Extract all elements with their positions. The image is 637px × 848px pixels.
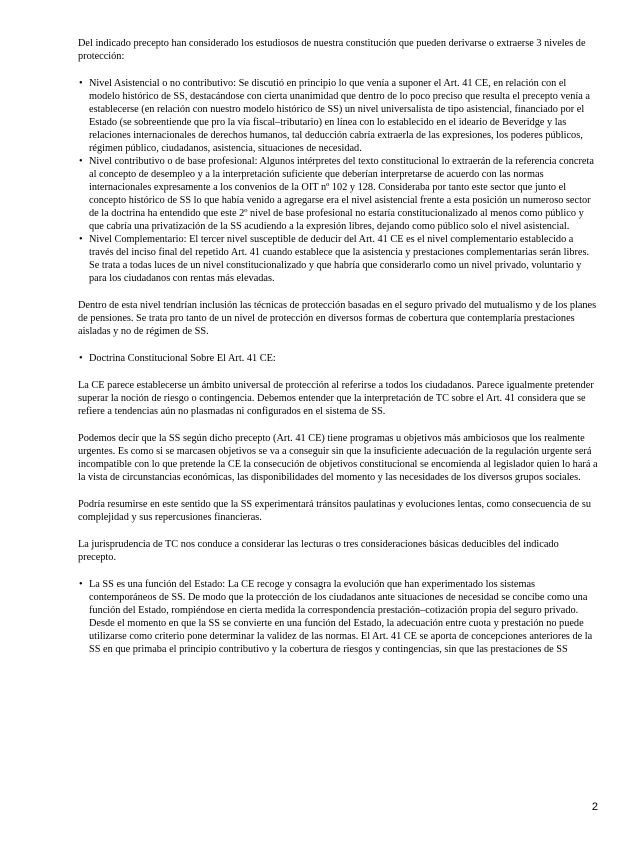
page-number: 2 [591, 801, 598, 813]
intro-paragraph: Del indicado precepto han considerado los estudiosos de nuestra constitución que pueden derivarse o extraerse 3 niveles de protección: [78, 38, 586, 62]
list-item-asistencial: • Nivel Asistencial o no contributivo: Se discutió en principio lo que venía a suponer el Art. 41 CE, en relación con el modelo histórico de SS, destacándose con cierta unanimidad que dentro de lo poco preciso que resulta el precepto venía a establecerse (en relación con nuestro modelo histórico de SS) un nivel universalista de tipo asistencial, financiado por el Estado (se sobreentiende que pro la vía fiscal–tributario) en línea con lo establecido en el ideario de Beveridge y las relaciones internacionales de derechos humanos, tal deducción cabría extraerla de las expresiones, los poderes públicos, régimen público, ciudadanos, asistencia, situaciones de necesidad. [79, 78, 590, 154]
bullet-icon: • [79, 353, 83, 364]
paragraph-ambito: La CE parece establecerse un ámbito universal de protección al referirse a todos los ciudadanos. Parece igualmente pretender superar la noción de riesgo o contingencia. Debemos entender que la interpretación de TC sobre el Art. 41 considera que se refiere a tendencias aún no plasmadas ni configurados en el sistema de SS. [78, 380, 594, 417]
bullet-icon: • [79, 579, 83, 590]
doctrina-heading: • Doctrina Constitucional Sobre El Art. 41 CE: [79, 353, 276, 364]
paragraph-resumirse: Podría resumirse en este sentido que la SS experimentará tránsitos paulatinas y evoluciones lentas, como consecuencia de su complejidad y sus repercusiones financieras. [78, 499, 591, 523]
bullet-icon: • [79, 156, 83, 167]
doctrina-list [78, 352, 598, 365]
list-item-contributivo: • Nivel contributivo o de base profesional: Algunos intérpretes del texto constitucional lo extraerán de la referencia concreta al concepto de desempleo y a la interpretación suficiente que deberían interpretarse de acuerdo con las normas internacionales expresamente a los convenios de la OIT nº 102 y 128. Consideraba por tanto este sector que junto el concepto histórico de SS lo que había venido a agregarse era el nivel asistencial frente a esta posición un numeroso sector de la doctrina ha entendido que este 2º nivel de base profesional no estaría constitucionalizado al menos como público y que cabría una privatización de la SS acudiendo a la expresión libres, dejando como público solo el nivel asistencial. [79, 156, 594, 232]
consideraciones-list [78, 578, 598, 656]
protection-levels-list [78, 77, 598, 285]
paragraph-mutualismo: Dentro de esta nivel tendrían inclusión las técnicas de protección basadas en el seguro privado del mutualismo y de los planes de pensiones. Se trata pro tanto de un nivel de protección en diversos formas de cobertura que contemplaría prestaciones aisladas y no de régimen de SS. [78, 300, 597, 337]
paragraph-programas: Podemos decir que la SS según dicho precepto (Art. 41 CE) tiene programas u objetivos más ambiciosos que los realmente urgentes. Es como si se marcasen objetivos se va a conseguir sin que la insuficiente adecuación de la regulación urgente será incompatible con lo que pretende la CE la consecución de objetivos constitucional se encomienda al legislador quien lo hará a la vista de circunstancias económicas, las disponibilidades del momento y las necesidades de los diversos grupos sociales. [78, 433, 598, 483]
list-item-funcion-estado: • La SS es una función del Estado: La CE recoge y consagra la evolución que han experimentado los sistemas contemporáneos de SS. De modo que la protección de los ciudadanos ante situaciones de necesidad se concibe como una función del Estado, rompiéndose en cierta medida la correspondencia prestación–cotización propia del seguro privado. Desde el momento en que la SS se convierte en una función del Estado, la adecuación entre cuota y prestación no puede utilizarse como criterio pone determinar la validez de las normas. El Art. 41 CE se aporta de concepciones anteriores de la SS en que primaba el principio contributivo y la cobertura de riesgos y contingencias, sin que las prestaciones de SS [79, 579, 593, 655]
paragraph-jurisprudencia: La jurisprudencia de TC nos conduce a considerar las lecturas o tres consideraciones básicas deducibles del indicado precepto. [78, 539, 559, 563]
document-page [78, 37, 598, 656]
bullet-icon: • [79, 234, 83, 245]
list-item-complementario: • Nivel Complementario: El tercer nivel susceptible de deducir del Art. 41 CE es el nivel complementario establecido a través del inciso final del repetido Art. 41 cuando establece que la asistencia y prestaciones complementarias serán libres. Se trata a todas luces de un nivel constitucionalizado y que habría que considerarlo como un nivel privado, voluntario y para los ciudadanos con rentas más elevadas. [79, 234, 590, 284]
bullet-icon: • [79, 78, 83, 89]
